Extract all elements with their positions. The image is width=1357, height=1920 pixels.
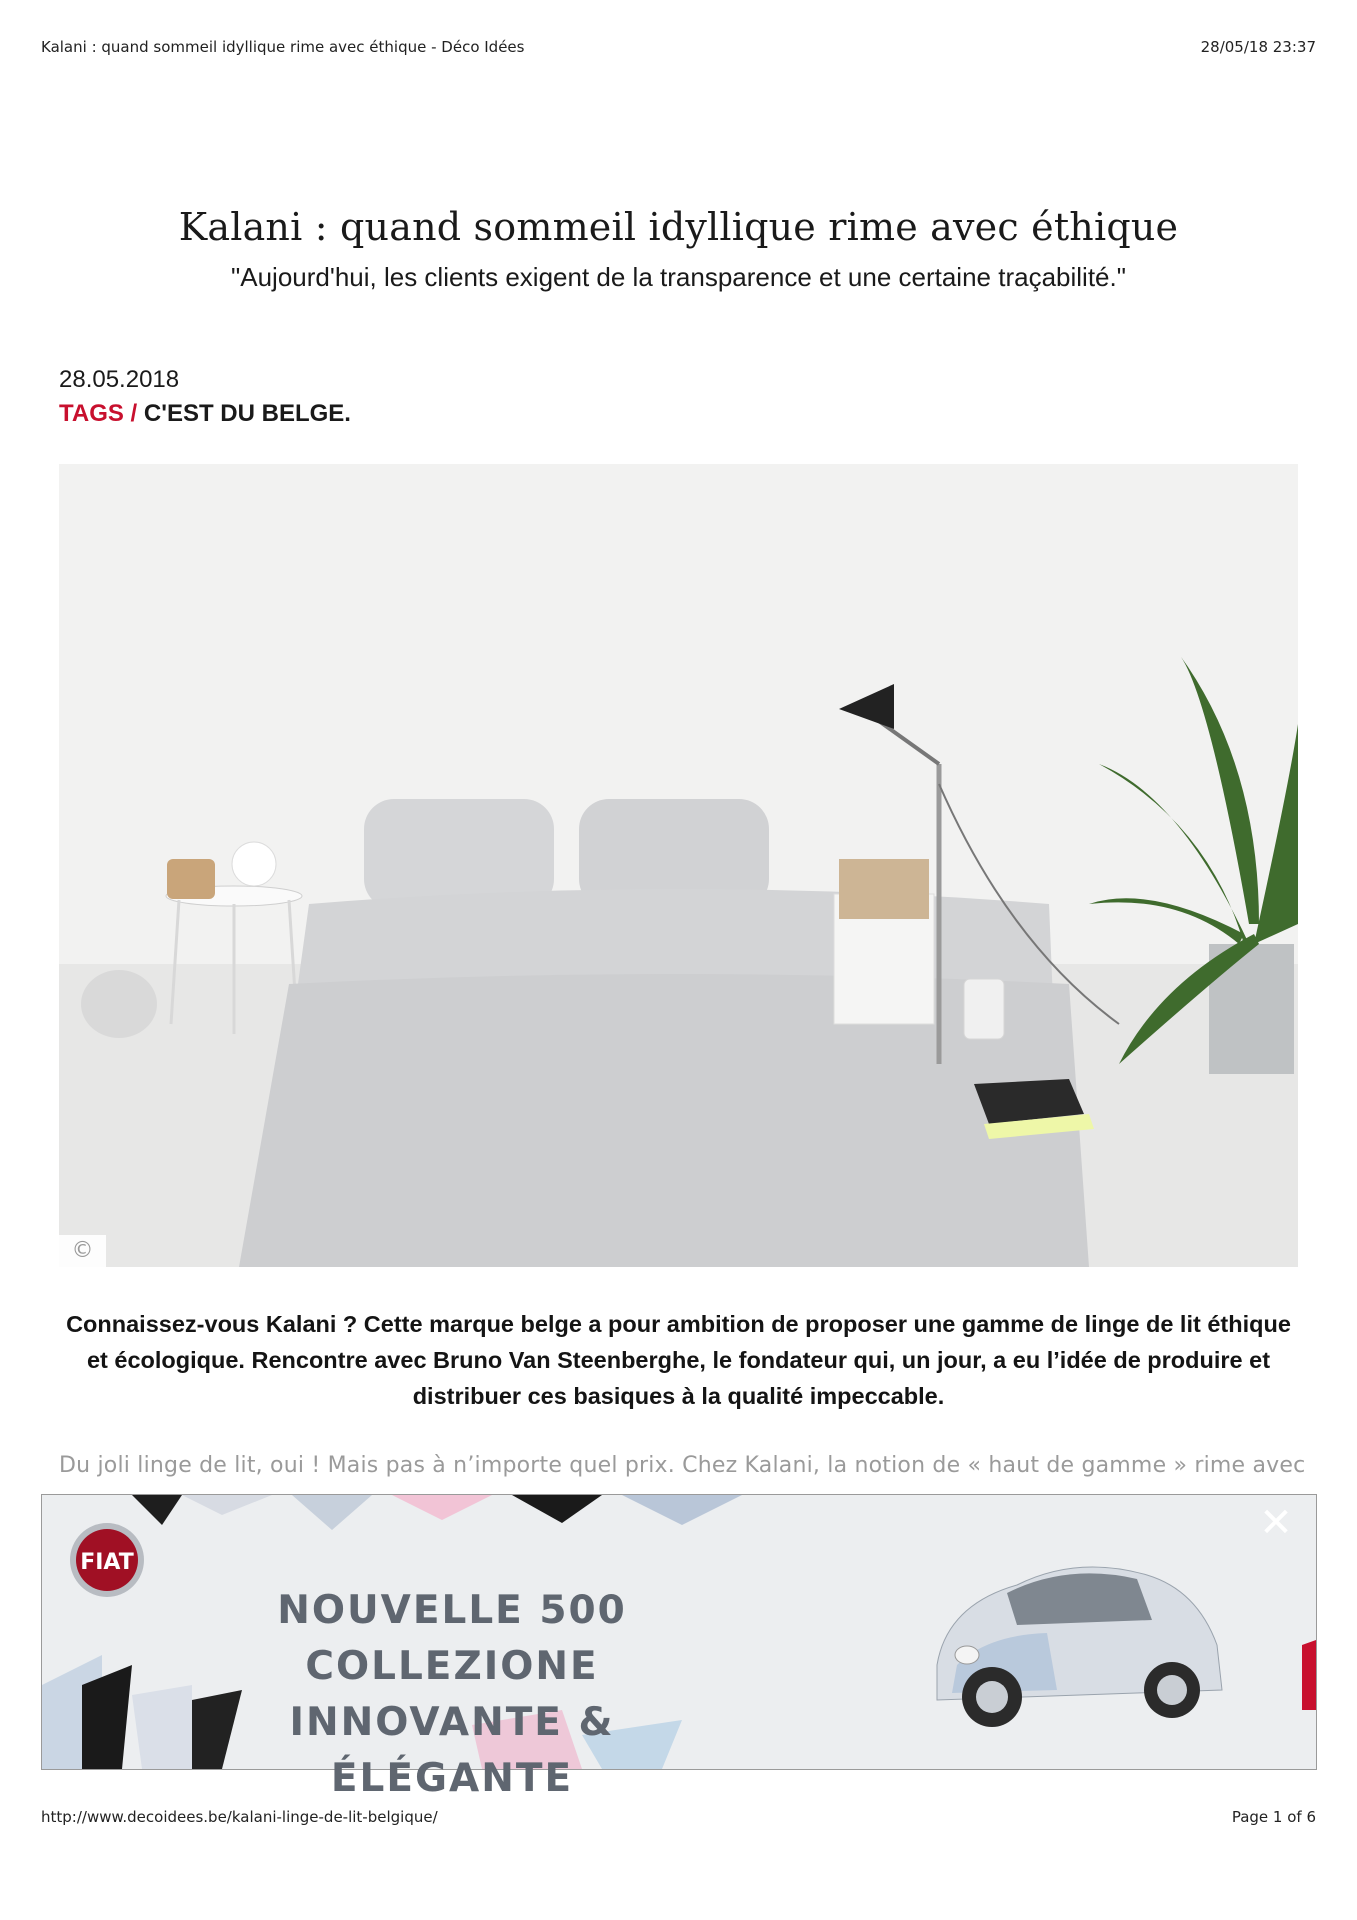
article-title: Kalani : quand sommeil idyllique rime avec éthique	[178, 205, 1179, 249]
print-datetime: 28/05/18 23:37	[1200, 38, 1316, 56]
print-url: http://www.decoidees.be/kalani-linge-de-lit-belgique/	[41, 1808, 438, 1826]
fiat-500-car-illustration	[897, 1515, 1242, 1745]
hero-image	[59, 464, 1298, 1267]
fiat-logo	[68, 1521, 146, 1599]
article-date: 28.05.2018	[59, 366, 180, 393]
article-subtitle: "Aujourd'hui, les clients exigent de la transparence et une certaine traçabilité."	[231, 262, 1126, 292]
image-credit: ©	[59, 1235, 106, 1267]
ad-headline	[182, 1583, 722, 1807]
fiat-logo-text: FIAT	[80, 1550, 134, 1575]
ad-headline-line1: NOUVELLE 500 COLLEZIONE	[277, 1588, 627, 1689]
tags-label: TAGS /	[59, 400, 138, 427]
tag-link[interactable]: C'EST DU BELGE.	[143, 400, 351, 427]
advertisement-banner[interactable]	[41, 1494, 1317, 1801]
car-image	[897, 1515, 1242, 1745]
print-footer	[41, 1808, 1316, 1832]
print-page-title: Kalani : quand sommeil idyllique rime avec éthique - Déco Idées	[41, 38, 525, 56]
article-body-first-line: Du joli linge de lit, oui ! Mais pas à n’importe quel prix. Chez Kalani, la notion de « haut de gamme » rime avec	[59, 1453, 1306, 1478]
article-lead: Connaissez-vous Kalani ? Cette marque belge a pour ambition de proposer une gamme de linge de lit éthique et écologique. Rencontre avec Bruno Van Steenberghe, le fondateur qui, un jour, a eu l’idée de produire et distribuer ces basiques à la qualité impeccable.	[66, 1311, 1291, 1409]
ad-headline-line2: INNOVANTE & ÉLÉGANTE	[289, 1700, 615, 1801]
print-header	[41, 38, 1316, 62]
fiat-logo-icon	[68, 1521, 146, 1599]
bedroom-illustration	[59, 464, 1298, 1267]
ad-close-button[interactable]: ✕	[1259, 1500, 1293, 1546]
article-tags	[59, 400, 351, 428]
print-page-number: Page 1 of 6	[1231, 1808, 1316, 1826]
